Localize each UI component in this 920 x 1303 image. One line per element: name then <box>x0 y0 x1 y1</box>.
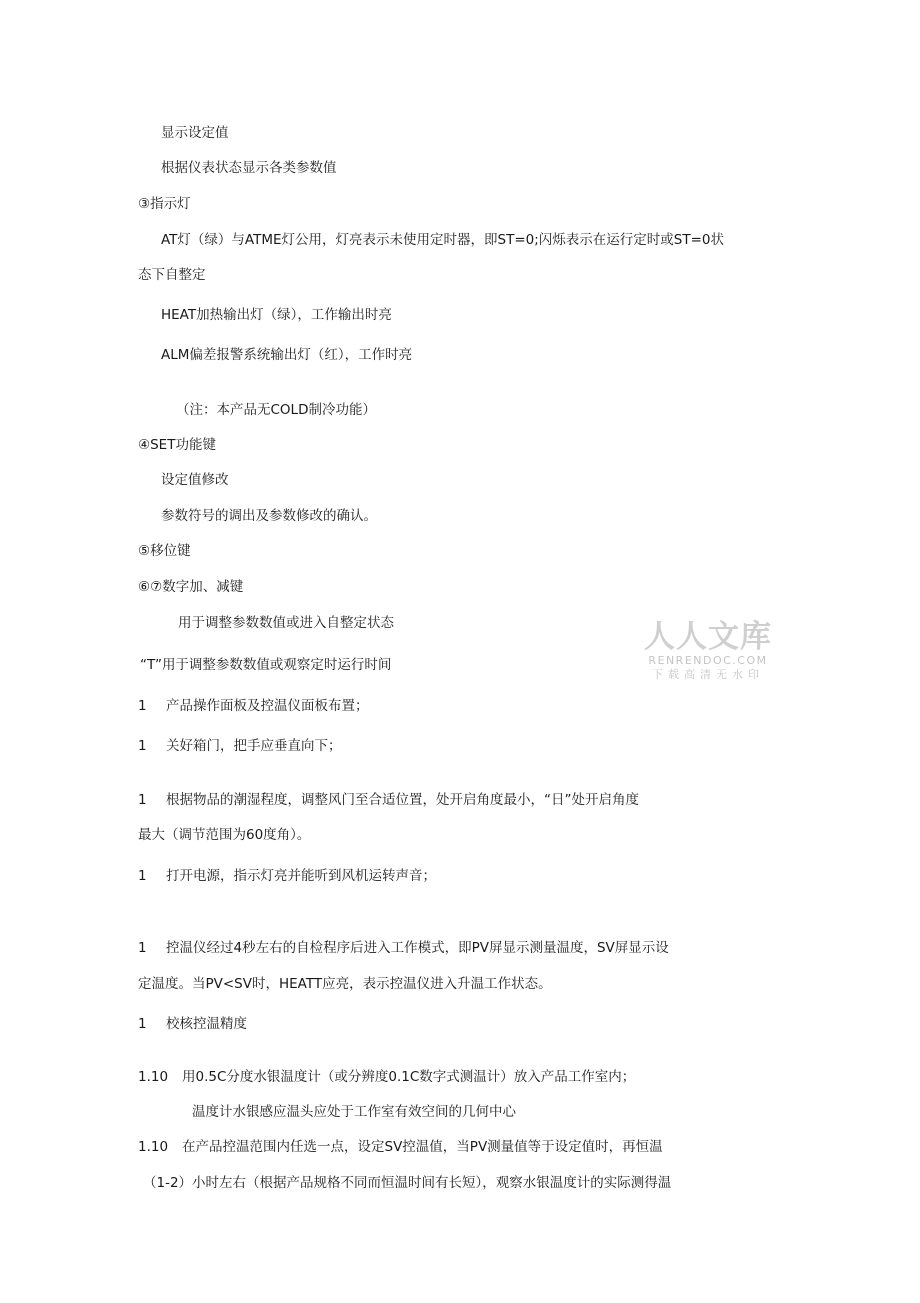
numbered-line <box>138 1138 663 1156</box>
item-text: 产品操作面板及控温仪面板布置； <box>166 698 369 714</box>
section-heading: ⑤移位键 <box>138 543 191 559</box>
numbered-line <box>138 1068 635 1086</box>
item-text: 在产品控温范围内任选一点，设定SV控温值，当PV测量值等于设定值时，再恒温 <box>182 1139 663 1155</box>
text-line: 设定值修改 <box>161 472 229 488</box>
item-number: 1.10 <box>138 1069 169 1085</box>
text-line: AT灯（绿）与ATME灯公用，灯亮表示未使用定时器，即ST=0;闪烁表示在运行定时或ST=0状 <box>161 232 725 248</box>
watermark-tagline: 下载高清无水印 <box>652 668 764 681</box>
numbered-line <box>138 939 669 957</box>
item-number: 1 <box>138 868 147 884</box>
item-number: 1 <box>138 698 147 714</box>
numbered-line <box>138 697 369 715</box>
item-text: 用0.5C分度水银温度计（或分辨度0.1C数字式测温计）放入产品工作室内； <box>182 1069 636 1085</box>
numbered-line <box>138 737 342 755</box>
text-line: 显示设定值 <box>161 125 229 141</box>
section-heading: ⑥⑦数字加、减键 <box>138 579 244 595</box>
watermark-brand: 人人文库 <box>644 619 772 655</box>
numbered-line <box>138 791 639 809</box>
item-text: 控温仪经过4秒左右的自检程序后进入工作模式，即PV屏显示测量温度，SV屏显示设 <box>166 940 669 956</box>
section-heading: ③指示灯 <box>138 196 191 212</box>
item-number: 1 <box>138 738 147 754</box>
note-line: （注：本产品无COLD制冷功能） <box>176 402 376 418</box>
watermark <box>642 620 774 682</box>
continuation-line: （1-2）小时左右（根据产品规格不同而恒温时间有长短），观察水银温度计的实际测得温 <box>143 1175 672 1191</box>
section-heading: ④SET功能键 <box>138 437 216 453</box>
continuation-line: 定温度。当PV<SV时，HEATT应亮，表示控温仪进入升温工作状态。 <box>138 976 552 992</box>
text-line: 用于调整参数数值或进入自整定状态 <box>178 615 394 631</box>
text-line: 态下自整定 <box>138 267 206 283</box>
item-number: 1 <box>138 792 147 808</box>
item-text: 根据物品的潮湿程度，调整风门至合适位置，处开启角度最小，“日”处开启角度 <box>166 792 639 808</box>
watermark-domain: RENRENDOC.COM <box>648 654 768 667</box>
text-line: HEAT加热输出灯（绿），工作输出时亮 <box>161 307 392 323</box>
text-line: 根据仪表状态显示各类参数值 <box>161 160 337 176</box>
item-number: 1.10 <box>138 1139 169 1155</box>
continuation-line: 最大（调节范围为60度角）。 <box>138 827 311 843</box>
item-number: 1 <box>138 1016 147 1032</box>
numbered-line <box>138 867 436 885</box>
text-line: “T”用于调整参数数值或观察定时运行时间 <box>140 657 392 673</box>
item-number: 1 <box>138 940 147 956</box>
text-line: 参数符号的调出及参数修改的确认。 <box>161 508 377 524</box>
item-text: 关好箱门，把手应垂直向下； <box>166 738 342 754</box>
item-text: 校核控温精度 <box>166 1016 247 1032</box>
numbered-line <box>138 1015 247 1033</box>
item-text: 打开电源，指示灯亮并能听到风机运转声音； <box>166 868 436 884</box>
text-line: ALM偏差报警系统输出灯（红），工作时亮 <box>161 347 413 363</box>
continuation-line: 温度计水银感应温头应处于工作室有效空间的几何中心 <box>192 1104 516 1120</box>
